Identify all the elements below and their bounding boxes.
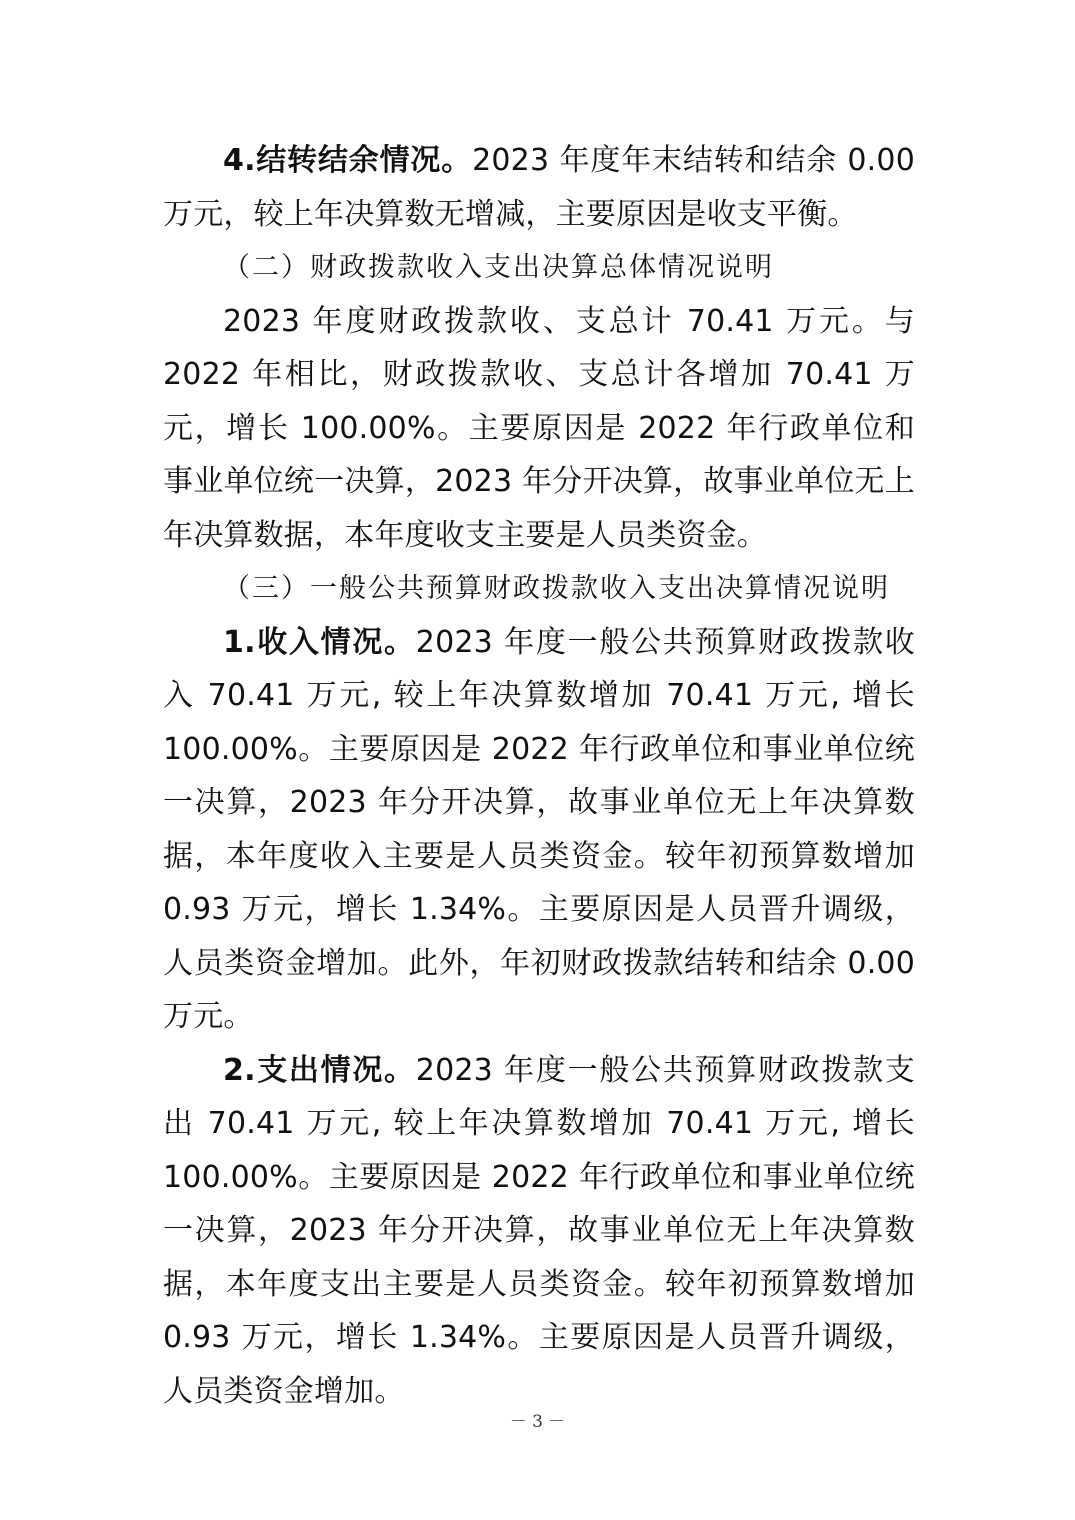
paragraph-fiscal-overview [163, 295, 915, 563]
section-heading-fiscal-overview: （二）财政拨款收入支出决算总体情况说明 [223, 252, 774, 283]
paragraph-text: 2023 年度财政拨款收、支总计 70.41 万元。与 2022 年相比，财政拨款收、支总计各增加 70.41 万元，增长 100.00%。主要原因是 2022 年行政单位和事业单位统一决算，2023 年分开决算，故事业单位无上年决算数据，本年度收支主要是人员类资金。 [163, 303, 915, 553]
paragraph-expenditure [163, 1044, 915, 1419]
paragraph-carryover-balance [163, 134, 915, 241]
paragraph-text: 2023 年度一般公共预算财政拨款支出 70.41 万元, 较上年决算数增加 70.41 万元, 增长 100.00%。主要原因是 2022 年行政单位和事业单位统一决算，2023 年分开决算，故事业单位无上年决算数据，本年度支出主要是人员类资金。较年初预算数增加 0.93 万元，增长 1.34%。主要原因是人员晋升调级，人员类资金增加。 [163, 1052, 915, 1409]
paragraph-lead: 1.收入情况。 [223, 624, 416, 660]
paragraph-income [163, 616, 915, 1044]
section-heading-general-public-budget: （三）一般公共预算财政拨款收入支出决算情况说明 [223, 573, 890, 604]
page-number: － 3 － [509, 1412, 566, 1432]
paragraph-lead: 4.结转结余情况。 [223, 143, 473, 178]
paragraph-lead: 2.支出情况。 [223, 1052, 416, 1088]
document-body [163, 134, 915, 1418]
paragraph-text: 2023 年度一般公共预算财政拨款收入 70.41 万元, 较上年决算数增加 70.41 万元, 增长 100.00%。主要原因是 2022 年行政单位和事业单位统一决算，2023 年分开决算，故事业单位无上年决算数据，本年度收入主要是人员类资金。较年初预算数增加 0.93 万元，增长 1.34%。主要原因是人员晋升调级，人员类资金增加。此外，年初财政拨款结转和结余 0.00 万元。 [163, 624, 915, 1034]
paragraph-text: 2023 年度年末结转和结余 0.00 万元，较上年决算数无增减，主要原因是收支平衡。 [163, 143, 915, 232]
